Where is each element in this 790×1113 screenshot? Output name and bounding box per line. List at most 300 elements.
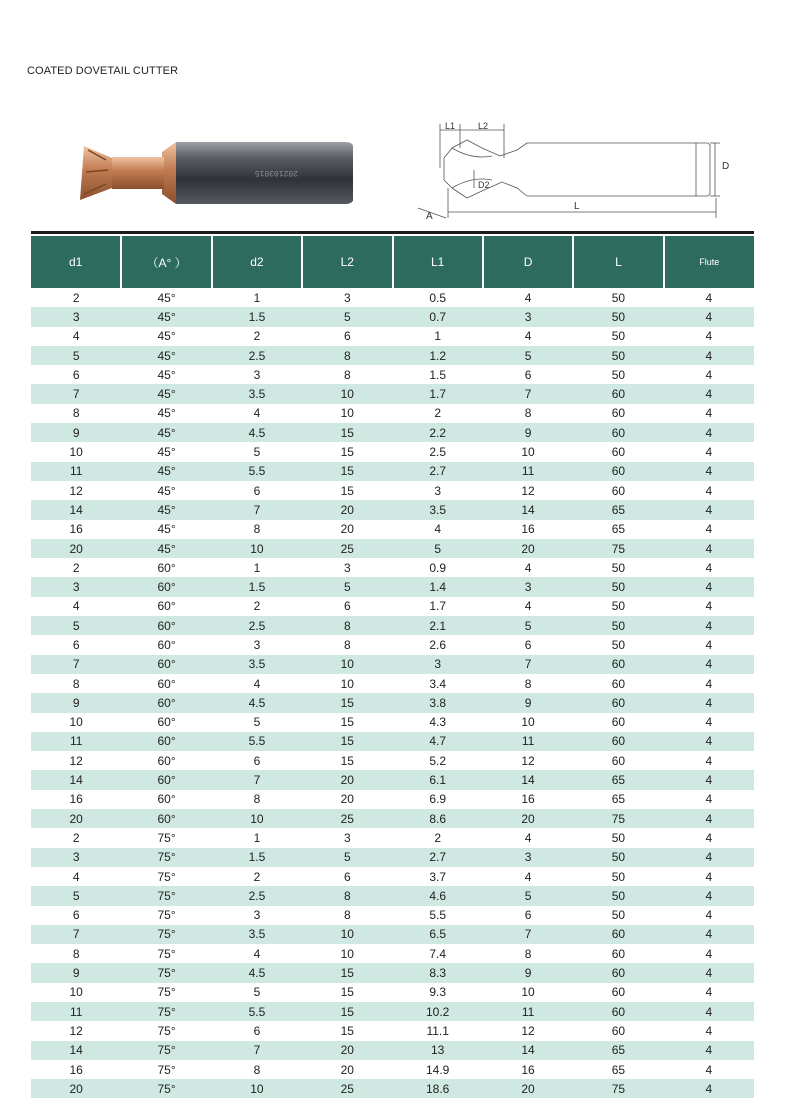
cell-l1: 5.2 [393, 751, 483, 770]
cell-l1: 3.4 [393, 674, 483, 693]
cell-angle: 60° [121, 674, 211, 693]
cell-l2: 20 [302, 500, 392, 519]
cell-flute: 4 [664, 713, 754, 732]
cell-length: 60 [573, 674, 663, 693]
cell-shank-d: 5 [483, 346, 573, 365]
cell-d2: 3 [212, 906, 302, 925]
cell-length: 50 [573, 307, 663, 326]
cell-l2: 15 [302, 963, 392, 982]
col-header-l1: L1 [393, 236, 483, 288]
cell-l1: 6.5 [393, 925, 483, 944]
table-row [31, 558, 754, 577]
cell-angle: 60° [121, 655, 211, 674]
cell-l1: 1.2 [393, 346, 483, 365]
cell-d1: 10 [31, 442, 121, 461]
cell-l2: 5 [302, 848, 392, 867]
cell-flute: 4 [664, 577, 754, 596]
cell-l1: 3.8 [393, 693, 483, 712]
table-row [31, 713, 754, 732]
table-row [31, 346, 754, 365]
cell-l2: 15 [302, 423, 392, 442]
cell-l2: 10 [302, 925, 392, 944]
cell-angle: 45° [121, 404, 211, 423]
cell-shank-d: 3 [483, 307, 573, 326]
cell-d1: 6 [31, 906, 121, 925]
cell-d1: 12 [31, 1021, 121, 1040]
cell-shank-d: 10 [483, 983, 573, 1002]
table-row [31, 848, 754, 867]
cell-angle: 75° [121, 1041, 211, 1060]
cell-l2: 6 [302, 327, 392, 346]
table-row [31, 1002, 754, 1021]
cell-flute: 4 [664, 655, 754, 674]
cell-shank-d: 20 [483, 1079, 573, 1098]
cell-length: 60 [573, 1002, 663, 1021]
cell-shank-d: 16 [483, 1060, 573, 1079]
cell-l2: 15 [302, 1002, 392, 1021]
cell-d2: 7 [212, 1041, 302, 1060]
cell-shank-d: 11 [483, 732, 573, 751]
cell-d1: 10 [31, 983, 121, 1002]
cell-flute: 4 [664, 558, 754, 577]
cell-l1: 11.1 [393, 1021, 483, 1040]
cell-d2: 3.5 [212, 655, 302, 674]
col-header-angle: （A° ） [121, 236, 211, 288]
cell-shank-d: 20 [483, 809, 573, 828]
cell-flute: 4 [664, 867, 754, 886]
cell-length: 60 [573, 1021, 663, 1040]
cell-length: 60 [573, 963, 663, 982]
cell-length: 60 [573, 713, 663, 732]
cutter-photo [78, 138, 353, 208]
cell-flute: 4 [664, 751, 754, 770]
cell-l1: 0.9 [393, 558, 483, 577]
cell-d2: 4 [212, 944, 302, 963]
cell-l2: 15 [302, 713, 392, 732]
table-row [31, 906, 754, 925]
cell-d2: 1 [212, 288, 302, 307]
cell-shank-d: 7 [483, 655, 573, 674]
cell-flute: 4 [664, 597, 754, 616]
cell-d1: 14 [31, 1041, 121, 1060]
table-row [31, 963, 754, 982]
cell-angle: 45° [121, 481, 211, 500]
cell-l2: 3 [302, 828, 392, 847]
cell-shank-d: 5 [483, 616, 573, 635]
cell-d2: 8 [212, 1060, 302, 1079]
cell-shank-d: 14 [483, 770, 573, 789]
cell-angle: 75° [121, 886, 211, 905]
cell-angle: 60° [121, 635, 211, 654]
cell-flute: 4 [664, 288, 754, 307]
cell-d1: 8 [31, 674, 121, 693]
cell-l2: 15 [302, 1021, 392, 1040]
cell-shank-d: 12 [483, 751, 573, 770]
cell-angle: 75° [121, 867, 211, 886]
spec-table [31, 236, 754, 1098]
cell-l1: 1.5 [393, 365, 483, 384]
cell-d2: 4 [212, 404, 302, 423]
label-l: L [574, 201, 580, 212]
cell-l1: 3.5 [393, 500, 483, 519]
cell-shank-d: 8 [483, 404, 573, 423]
cell-l1: 2 [393, 828, 483, 847]
cell-d2: 7 [212, 500, 302, 519]
cell-flute: 4 [664, 442, 754, 461]
table-row [31, 751, 754, 770]
col-header-d1: d1 [31, 236, 121, 288]
cell-shank-d: 14 [483, 1041, 573, 1060]
cell-d1: 2 [31, 288, 121, 307]
table-row [31, 790, 754, 809]
cell-angle: 60° [121, 713, 211, 732]
cell-flute: 4 [664, 1021, 754, 1040]
cell-l1: 7.4 [393, 944, 483, 963]
table-row [31, 828, 754, 847]
cell-length: 50 [573, 867, 663, 886]
cell-shank-d: 9 [483, 693, 573, 712]
cell-l1: 1.7 [393, 384, 483, 403]
cell-l1: 0.7 [393, 307, 483, 326]
cell-angle: 75° [121, 1002, 211, 1021]
cell-l2: 3 [302, 288, 392, 307]
cell-angle: 45° [121, 365, 211, 384]
cell-angle: 45° [121, 500, 211, 519]
cell-d1: 10 [31, 713, 121, 732]
cell-shank-d: 12 [483, 481, 573, 500]
cell-length: 75 [573, 539, 663, 558]
cell-d1: 9 [31, 423, 121, 442]
cell-shank-d: 10 [483, 713, 573, 732]
cell-d2: 4.5 [212, 423, 302, 442]
cell-shank-d: 8 [483, 944, 573, 963]
cell-length: 60 [573, 693, 663, 712]
cell-d2: 3.5 [212, 384, 302, 403]
cell-l1: 3 [393, 655, 483, 674]
table-row [31, 327, 754, 346]
cell-shank-d: 7 [483, 925, 573, 944]
cell-l2: 5 [302, 577, 392, 596]
table-body [31, 288, 754, 1098]
cell-shank-d: 4 [483, 558, 573, 577]
cell-d2: 5 [212, 713, 302, 732]
cell-l1: 1 [393, 327, 483, 346]
cell-angle: 45° [121, 442, 211, 461]
cell-l2: 15 [302, 732, 392, 751]
cell-l1: 1.7 [393, 597, 483, 616]
cell-d1: 11 [31, 732, 121, 751]
cell-l2: 10 [302, 674, 392, 693]
cell-flute: 4 [664, 616, 754, 635]
cell-length: 65 [573, 520, 663, 539]
cell-d1: 7 [31, 655, 121, 674]
cell-l2: 15 [302, 751, 392, 770]
cell-flute: 4 [664, 327, 754, 346]
cell-flute: 4 [664, 983, 754, 1002]
cell-l1: 0.5 [393, 288, 483, 307]
cell-flute: 4 [664, 674, 754, 693]
cell-d1: 5 [31, 886, 121, 905]
cell-d2: 2 [212, 597, 302, 616]
table-row [31, 307, 754, 326]
cell-d1: 11 [31, 1002, 121, 1021]
cell-flute: 4 [664, 790, 754, 809]
table-row [31, 809, 754, 828]
cell-angle: 75° [121, 1060, 211, 1079]
cell-d1: 14 [31, 770, 121, 789]
cell-length: 60 [573, 751, 663, 770]
cell-d2: 7 [212, 770, 302, 789]
cell-l2: 3 [302, 558, 392, 577]
cell-length: 75 [573, 809, 663, 828]
table-row [31, 423, 754, 442]
cell-length: 50 [573, 597, 663, 616]
cell-flute: 4 [664, 925, 754, 944]
cell-l2: 15 [302, 693, 392, 712]
cell-l1: 8.3 [393, 963, 483, 982]
cell-angle: 60° [121, 732, 211, 751]
cell-d2: 3 [212, 365, 302, 384]
table-row [31, 1060, 754, 1079]
cell-l1: 10.2 [393, 1002, 483, 1021]
cell-length: 60 [573, 925, 663, 944]
cell-length: 50 [573, 577, 663, 596]
cell-angle: 75° [121, 828, 211, 847]
cell-flute: 4 [664, 848, 754, 867]
cell-length: 50 [573, 848, 663, 867]
cell-angle: 45° [121, 327, 211, 346]
cell-l1: 1.4 [393, 577, 483, 596]
cell-flute: 4 [664, 1079, 754, 1098]
cell-length: 60 [573, 404, 663, 423]
cell-l2: 15 [302, 481, 392, 500]
cell-shank-d: 14 [483, 500, 573, 519]
cell-shank-d: 3 [483, 577, 573, 596]
cell-l2: 8 [302, 365, 392, 384]
cell-d1: 16 [31, 520, 121, 539]
cell-angle: 45° [121, 462, 211, 481]
cell-l2: 6 [302, 597, 392, 616]
cell-length: 65 [573, 500, 663, 519]
cell-angle: 75° [121, 1079, 211, 1098]
col-header-shank-d: D [483, 236, 573, 288]
cell-angle: 60° [121, 809, 211, 828]
cell-flute: 4 [664, 481, 754, 500]
table-row [31, 693, 754, 712]
cell-flute: 4 [664, 539, 754, 558]
cell-d2: 5 [212, 983, 302, 1002]
cell-length: 50 [573, 365, 663, 384]
table-row [31, 500, 754, 519]
cell-flute: 4 [664, 1060, 754, 1079]
cell-d2: 8 [212, 520, 302, 539]
cell-d2: 4 [212, 674, 302, 693]
cell-angle: 60° [121, 790, 211, 809]
cell-d1: 12 [31, 751, 121, 770]
cell-flute: 4 [664, 963, 754, 982]
cell-l1: 3.7 [393, 867, 483, 886]
cell-angle: 45° [121, 520, 211, 539]
cell-l2: 8 [302, 886, 392, 905]
table-row [31, 597, 754, 616]
cell-d2: 6 [212, 1021, 302, 1040]
cell-d1: 20 [31, 539, 121, 558]
cell-l1: 2.2 [393, 423, 483, 442]
cell-d2: 5.5 [212, 732, 302, 751]
cell-angle: 45° [121, 288, 211, 307]
cell-d2: 1.5 [212, 848, 302, 867]
cell-angle: 75° [121, 906, 211, 925]
cell-d1: 7 [31, 925, 121, 944]
col-header-d2: d2 [212, 236, 302, 288]
cell-d1: 2 [31, 558, 121, 577]
cell-d1: 6 [31, 365, 121, 384]
cell-shank-d: 6 [483, 365, 573, 384]
cell-length: 50 [573, 346, 663, 365]
cell-d1: 16 [31, 1060, 121, 1079]
cell-l2: 8 [302, 616, 392, 635]
cell-d2: 2.5 [212, 346, 302, 365]
cell-flute: 4 [664, 809, 754, 828]
cell-shank-d: 9 [483, 963, 573, 982]
table-row [31, 616, 754, 635]
cell-d2: 6 [212, 751, 302, 770]
col-header-l2: L2 [302, 236, 392, 288]
cell-l1: 2.7 [393, 848, 483, 867]
cell-l1: 4.3 [393, 713, 483, 732]
cell-flute: 4 [664, 500, 754, 519]
cell-flute: 4 [664, 307, 754, 326]
cell-angle: 45° [121, 423, 211, 442]
cell-l2: 15 [302, 442, 392, 461]
cell-length: 50 [573, 906, 663, 925]
cell-l1: 18.6 [393, 1079, 483, 1098]
cell-l2: 25 [302, 809, 392, 828]
cell-shank-d: 4 [483, 867, 573, 886]
cell-l1: 6.9 [393, 790, 483, 809]
cell-l1: 5.5 [393, 906, 483, 925]
cell-l2: 15 [302, 462, 392, 481]
cell-length: 65 [573, 790, 663, 809]
cell-length: 60 [573, 944, 663, 963]
cell-shank-d: 4 [483, 828, 573, 847]
table-row [31, 674, 754, 693]
cell-flute: 4 [664, 520, 754, 539]
col-header-flute: Flute [664, 236, 754, 288]
cell-l1: 2.5 [393, 442, 483, 461]
table-row [31, 365, 754, 384]
cell-angle: 75° [121, 944, 211, 963]
cell-shank-d: 6 [483, 906, 573, 925]
cell-angle: 60° [121, 693, 211, 712]
cell-d1: 3 [31, 848, 121, 867]
table-row [31, 1021, 754, 1040]
cell-l2: 20 [302, 1041, 392, 1060]
cell-angle: 60° [121, 616, 211, 635]
cell-d1: 5 [31, 346, 121, 365]
cell-d2: 2 [212, 327, 302, 346]
cell-flute: 4 [664, 384, 754, 403]
cell-l2: 10 [302, 384, 392, 403]
cell-d1: 4 [31, 597, 121, 616]
label-d2: D2 [478, 180, 490, 190]
cell-length: 65 [573, 1041, 663, 1060]
table-row [31, 1079, 754, 1098]
cell-l1: 4.7 [393, 732, 483, 751]
cell-d1: 3 [31, 577, 121, 596]
cell-l1: 2 [393, 404, 483, 423]
cell-d2: 5 [212, 442, 302, 461]
cell-l1: 4.6 [393, 886, 483, 905]
table-row [31, 577, 754, 596]
dimension-drawing [412, 118, 742, 228]
cell-d2: 10 [212, 1079, 302, 1098]
cell-flute: 4 [664, 828, 754, 847]
table-row [31, 539, 754, 558]
cell-d2: 3 [212, 635, 302, 654]
cell-length: 75 [573, 1079, 663, 1098]
cell-d1: 2 [31, 828, 121, 847]
cell-l1: 9.3 [393, 983, 483, 1002]
cell-shank-d: 4 [483, 327, 573, 346]
cell-l1: 2.6 [393, 635, 483, 654]
cell-d1: 8 [31, 404, 121, 423]
table-row [31, 867, 754, 886]
cell-d2: 5.5 [212, 1002, 302, 1021]
cell-angle: 60° [121, 597, 211, 616]
cell-shank-d: 11 [483, 1002, 573, 1021]
cell-d2: 1.5 [212, 307, 302, 326]
cell-angle: 45° [121, 307, 211, 326]
cell-angle: 60° [121, 577, 211, 596]
cell-shank-d: 12 [483, 1021, 573, 1040]
cell-l2: 25 [302, 1079, 392, 1098]
cell-d1: 5 [31, 616, 121, 635]
cell-d1: 9 [31, 963, 121, 982]
cell-d2: 8 [212, 790, 302, 809]
cell-angle: 60° [121, 751, 211, 770]
label-d: D [722, 161, 730, 172]
cell-angle: 75° [121, 963, 211, 982]
cell-l2: 20 [302, 1060, 392, 1079]
table-row [31, 925, 754, 944]
cell-l1: 14.9 [393, 1060, 483, 1079]
cell-d1: 6 [31, 635, 121, 654]
cell-d2: 10 [212, 809, 302, 828]
cell-length: 60 [573, 655, 663, 674]
table-row [31, 770, 754, 789]
cell-l1: 5 [393, 539, 483, 558]
cell-flute: 4 [664, 1041, 754, 1060]
cell-l2: 20 [302, 520, 392, 539]
table-row [31, 983, 754, 1002]
cell-shank-d: 8 [483, 674, 573, 693]
cell-shank-d: 3 [483, 848, 573, 867]
cell-length: 60 [573, 983, 663, 1002]
cell-length: 60 [573, 442, 663, 461]
cell-d2: 5.5 [212, 462, 302, 481]
table-top-rule [31, 231, 754, 234]
cell-l1: 6.1 [393, 770, 483, 789]
cell-l2: 20 [302, 790, 392, 809]
table-row [31, 442, 754, 461]
cell-flute: 4 [664, 635, 754, 654]
cell-angle: 45° [121, 346, 211, 365]
cell-d2: 1 [212, 558, 302, 577]
cell-l2: 10 [302, 655, 392, 674]
cell-length: 65 [573, 770, 663, 789]
cell-d1: 12 [31, 481, 121, 500]
